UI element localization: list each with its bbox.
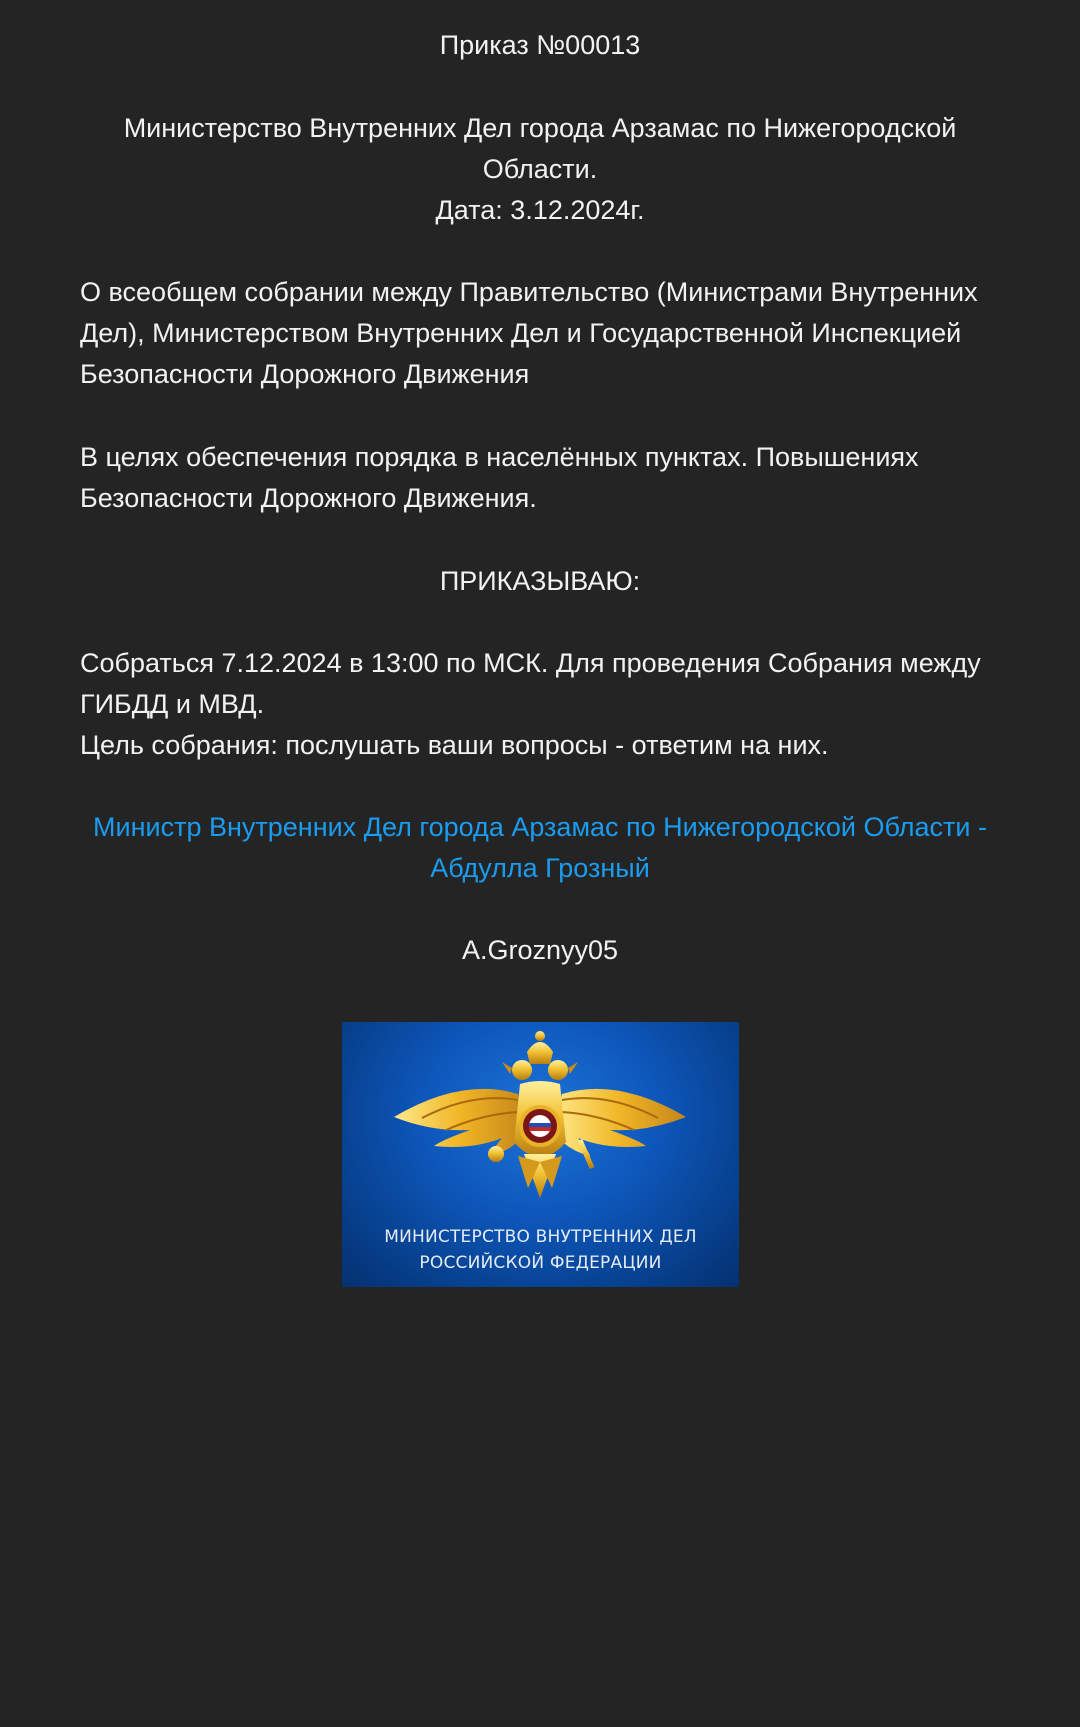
author-nickname: A.Groznyy05: [461, 935, 619, 965]
signature-block: [70, 807, 1010, 889]
order-number: Приказ №00013: [439, 30, 641, 60]
purpose-text: В целях обеспечения порядка в населённых пунктах. Повышениях Безопасности Дорожного Движения.: [80, 442, 919, 513]
meeting-time-text: Собраться 7.12.2024 в 13:00 по МСК. Для проведения Собрания между ГИБДД и МВД.: [80, 648, 981, 719]
order-heading-text: ПРИКАЗЫВАЮ:: [439, 566, 641, 596]
purpose-paragraph: [80, 437, 1000, 519]
subject-paragraph: [80, 272, 1000, 395]
meeting-paragraph: [80, 643, 1000, 766]
meeting-goal-text: Цель собрания: послушать ваши вопросы - ответим на них.: [80, 730, 829, 760]
ministry-name-line1: Министерство Внутренних Дел города Арзамас по Нижегородской: [123, 113, 957, 143]
emblem-caption-line1: МИНИСТЕРСТВО ВНУТРЕННИХ ДЕЛ: [384, 1227, 697, 1247]
document-title: [80, 25, 1000, 66]
subject-text: О всеобщем собрании между Правительство (Министрами Внутренних Дел), Министерством Внутренних Дел и Государственной Инспекцией Безопасности Дорожного Движения: [80, 277, 978, 389]
document-date: Дата: 3.12.2024г.: [435, 195, 645, 225]
order-heading: [80, 561, 1000, 602]
signature-line1: Министр Внутренних Дел города Арзамас по Нижегородской Области -: [93, 812, 987, 842]
mvd-emblem-image: [342, 1022, 739, 1287]
emblem-caption-line2: РОССИЙСКОЙ ФЕДЕРАЦИИ: [419, 1253, 662, 1273]
ministry-name-line2: Области.: [482, 154, 598, 184]
emblem-caption: [342, 1224, 739, 1276]
signature-line2: Абдулла Грозный: [430, 853, 650, 883]
ministry-header: [110, 108, 970, 231]
nickname-block: [80, 930, 1000, 971]
